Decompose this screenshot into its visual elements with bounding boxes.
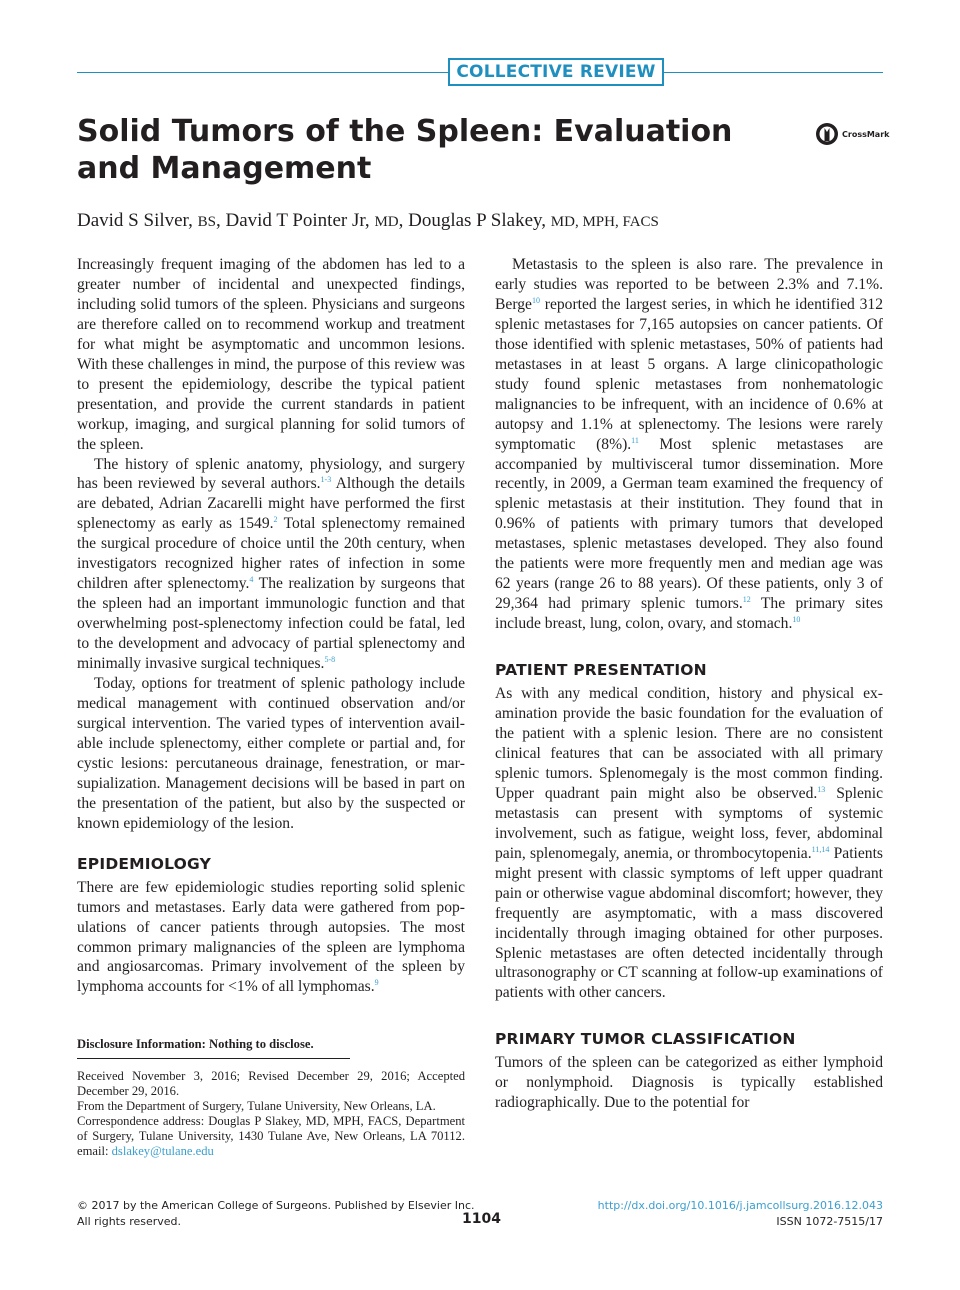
affiliation: From the Department of Surgery, Tulane University, New Orleans, LA. bbox=[77, 1099, 436, 1113]
rights-notice: All rights reserved. bbox=[77, 1215, 182, 1228]
citation-link[interactable]: 11,14 bbox=[811, 844, 830, 854]
issn: ISSN 1072-7515/17 bbox=[776, 1215, 883, 1228]
author-degree: MD, MPH, FACS bbox=[550, 214, 659, 230]
paragraph: Today, options for treatment of splenic pathology include medical management with continued observation and/or surgical intervention. The varied types of intervention available include splenectomy, either complete or partial and, for cystic lesions: percutaneous drainage, fenestration, or marsupialization. Management decisions will be based in part on the presentation of the patient, but also by the suspected or known epidemiology of the lesion. bbox=[77, 675, 465, 832]
copyright-notice: © 2017 by the American College of Surgeons. Published by Elsevier Inc. bbox=[77, 1199, 475, 1212]
citation-link[interactable]: 5-8 bbox=[324, 655, 336, 665]
paragraph: Tumors of the spleen can be categorized as either lymphoid or nonlymphoid. Diagnosis is typically established radiographically. Due to the potential for bbox=[495, 1054, 883, 1112]
paragraph: Increasingly frequent imaging of the abdomen has led to a greater number of incidental and unexpected findings, including solid tumors of the spleen. Physicians and surgeons are therefore called on to recommend workup and treatment for what might be asymptomatic and uncommon lesions. With these challenges in mind, the purpose of this review was to present the epidemiology, describe the typical patient presentation, and provide the current standards in patient workup, imaging, and surgical planning for solid tumors of the spleen. bbox=[77, 256, 465, 453]
section-heading-epidemiology: EPIDEMIOLOGY bbox=[77, 854, 212, 873]
section-heading-presentation: PATIENT PRESENTATION bbox=[495, 661, 707, 680]
citation-link[interactable]: 11 bbox=[631, 435, 639, 445]
footer-left bbox=[77, 1198, 475, 1230]
right-column bbox=[495, 255, 883, 1113]
doi-link[interactable]: http://dx.doi.org/10.1016/j.jamcollsurg.2016.12.043 bbox=[597, 1199, 883, 1212]
article-notes bbox=[77, 1037, 465, 1159]
author-degree: MD bbox=[374, 214, 399, 230]
author-name: Douglas P Slakey, bbox=[408, 210, 547, 231]
author-name: David S Silver, bbox=[77, 210, 193, 231]
citation-link[interactable]: 13 bbox=[817, 784, 826, 794]
paragraph: As with any medical condition, history and physical examination provide the basic foundation for the evaluation of the patient with a splenic lesion. There are no consistent clinical features that can be associated with all primary splenic tumors. Splenomegaly is the most common finding. Upper quadrant pain might also be observed.$^{13}$ Splenic metastasis can present with symptoms of systemic involvement, such as fatigue, weight loss, fever, abdominal pain, splenomegaly, anemia, or thrombocytopenia.$^{11,14}$ Patients might present with classic symptoms of left upper quadrant pain or otherwise vague abdominal discomfort; however, they frequently are asymptomatic, with a mass discovered incidentally through imaging obtained for other purposes. Splenic metastases are often detected incidentally through ultrasonography or CT scanning at follow-up examinations of patients with other cancers. bbox=[495, 685, 884, 1002]
paragraph: The history of splenic anatomy, physiology, and surgery has been reviewed by several authors.$^{1-3}$ Although the details are debated, Adrian Zacarelli might have performed the first splenectomy as early as 1549.$^2$ Total splenectomy remained the surgical procedure of choice until the 20th century, when investigators recognized higher rates of infection in some children after splenectomy.$^4$ The realization by surgeons that the spleen had an important immunologic function and that overwhelming post-splenectomy infection could be fatal, led to the development and advocacy of partial splenectomy and minimally invasive surgical techniques.$^{5-8}$ bbox=[77, 455, 466, 673]
disclosure-statement: Disclosure Information: Nothing to disclose. bbox=[77, 1037, 350, 1059]
left-column bbox=[77, 255, 465, 997]
section-heading-classification: PRIMARY TUMOR CLASSIFICATION bbox=[495, 1030, 796, 1049]
received-dates: Received November 3, 2016; Revised December 29, 2016; Accepted December 29, 2016. bbox=[77, 1069, 465, 1098]
citation-link[interactable]: 9 bbox=[374, 978, 379, 988]
author-list: David S Silver, BS, David T Pointer Jr, MD, Douglas P Slakey, MD, MPH, FACS bbox=[77, 210, 659, 231]
author-name: David T Pointer Jr, bbox=[225, 210, 370, 231]
email-link[interactable]: dslakey@tulane.edu bbox=[111, 1144, 214, 1158]
crossmark-label: CrossMark bbox=[842, 129, 890, 139]
paragraph: Metastasis to the spleen is also rare. The prevalence in early studies was reported to be between 2.3% and 7.1%. Berge$^{10}$ reported the largest series, in which he identified 312 splenic metastases for 7,165 autopsies on cancer patients. Of those identified with splenic metastases, 50% of patients had metastases in at least 5 organs. A large clinicopathologic study found splenic metastases from nonhematologic malignancies to be infrequent, with an incidence of 0.6% at autopsy and 1.1% at splenectomy. The lesions were rarely symptomatic (8%).$^{11}$ Most splenic metastases are accompanied by multivisceral tumor dissemination. More recently, in 2009, a German team examined the frequency of splenic metastasis at their institution. They found that in 0.96% of patients with primary tumors that developed metastases, splenic metastases developed. They also found the patients were more frequently men and median age was 62 years (range 26 to 88 years). Of these patients, only 3 of 29,364 had primary splenic tumors.$^{12}$ The primary sites include breast, lung, colon, ovary, and stomach.$^{10}$ bbox=[495, 256, 883, 633]
correspondence: Correspondence address: Douglas P Slakey, MD, MPH, FACS, Department of Surgery, Tulane University, 1430 Tulane Ave, New Orleans, LA 70112. email: dslakey@tulane.edu bbox=[77, 1114, 465, 1158]
crossmark-icon bbox=[815, 122, 839, 146]
section-banner bbox=[77, 58, 883, 88]
citation-link[interactable]: 2 bbox=[273, 515, 278, 525]
citation-link[interactable]: 10 bbox=[792, 615, 801, 625]
crossmark-badge[interactable] bbox=[815, 122, 889, 146]
citation-link[interactable]: 10 bbox=[531, 295, 540, 305]
page-number: 1104 bbox=[462, 1211, 501, 1227]
citation-link[interactable]: 1-3 bbox=[320, 475, 332, 485]
article-title: Solid Tumors of the Spleen: Evaluation and Management bbox=[77, 114, 733, 186]
author-degree: BS bbox=[197, 214, 216, 230]
citation-link[interactable]: 4 bbox=[249, 575, 254, 585]
paragraph: There are few epidemiologic studies reporting solid splenic tumors and metastases. Early data were gathered from populations of cancer patients through autopsies. The most common primary malignancies of the spleen are lymphoma and angiosarcomas. Primary involvement of the spleen by lymphoma accounts for <1% of all lymphomas.$^9$ bbox=[77, 878, 465, 996]
section-label: COLLECTIVE REVIEW bbox=[448, 58, 664, 86]
footer-right bbox=[598, 1198, 883, 1230]
citation-link[interactable]: 12 bbox=[742, 595, 751, 605]
